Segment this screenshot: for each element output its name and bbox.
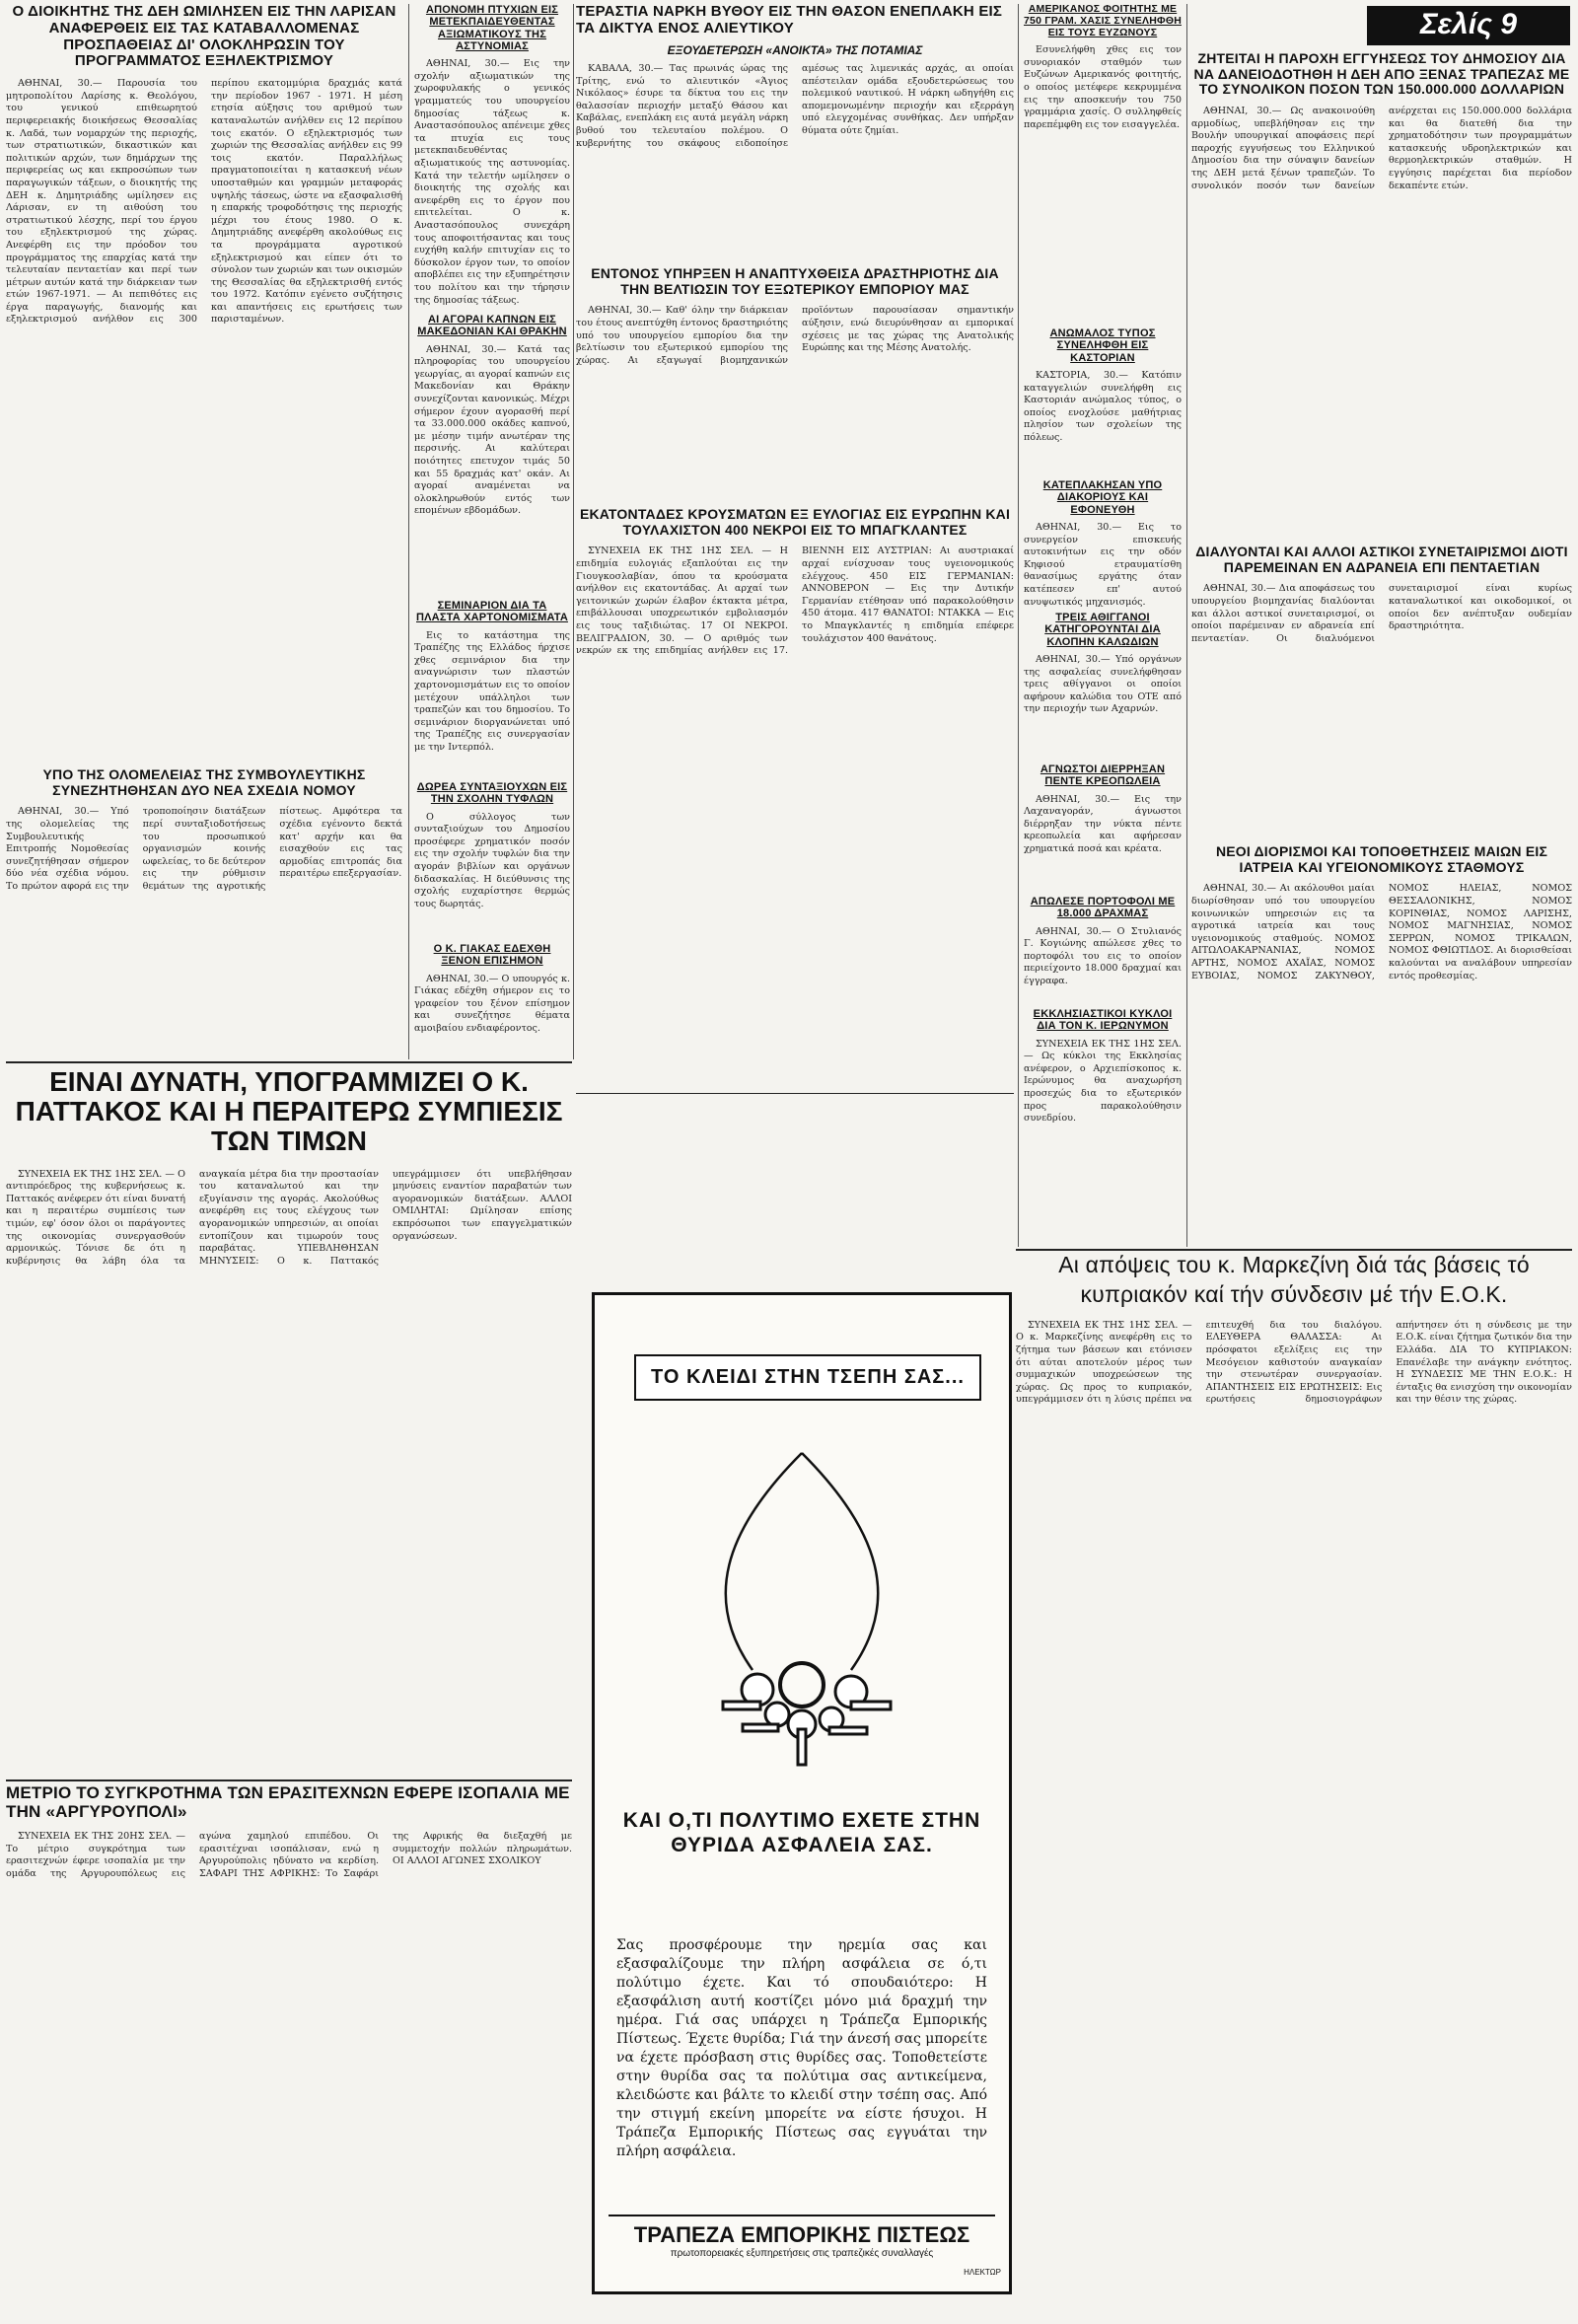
section-rule xyxy=(1016,1249,1572,1251)
article-counterfeit-seminar xyxy=(414,600,570,777)
article-headline: ΜΕΤΡΙΟ ΤΟ ΣΥΓΚΡΟΤΗΜΑ ΤΩΝ ΕΡΑΣΙΤΕΧΝΩΝ ΕΦΕΡΕ ΙΣΟΠΑΛΙΑ ΜΕ ΤΗΝ «ΑΡΓΥΡΟΥΠΟΛΙ» xyxy=(6,1783,570,1822)
article-external-trade xyxy=(576,266,1014,503)
article-subheadline: ΕΞΟΥΔΕΤΕΡΩΣΗ «ΑΝΟΙΚΤΑ» ΤΗΣ ΠΟΤΑΜΙΑΣ xyxy=(667,42,923,57)
article-headline: ΣΕΜΙΝΑΡΙΟΝ ΔΙΑ ΤΑ ΠΛΑΣΤΑ ΧΑΡΤΟΝΟΜΙΣΜΑΤΑ xyxy=(416,600,568,624)
article-giakas xyxy=(414,943,570,1057)
article-butcher-shops xyxy=(1024,763,1182,892)
article-workshop-accident xyxy=(1024,479,1182,608)
article-body: ΣΥΝΕΧΕΙΑ ΕΚ ΤΗΣ 1ΗΣ ΣΕΛ. — Ο αντιπρόεδρος της κυβερνήσεως κ. Παττακός ανέφερεν ότι είναι δυνατή και η περαιτέρω συμπίεσις των τιμών, εφ' όσον όλοι οι παράγοντες της οικονομίας συνεργασθούν αρμονικώς. Τόνισε δε ότι η κυβέρνησις θα λάβη όλα τα αναγκαία μέτρα δια την προστασίαν του καταναλωτού και την εξυγίανσιν της αγοράς. Ακολούθως ανεφέρθη εις τους ελέγχους των αγορανομικών υπηρεσιών, αι οποίαι εντοπίζουν και τιμωρούν τους παραβάτας. ΥΠΕΒΛΗΘΗΣΑΝ ΜΗΝΥΣΕΙΣ: Ο κ. Παττακός υπεγράμμισεν ότι υπεβλήθησαν μηνύσεις εναντίον παραβατών των αγορανομικών διατάξεων. ΑΛΛΟΙ ΟΜΙΛΗΤΑΙ: Ωμίλησαν επίσης εκπρόσωποι των επαγγελματικών οργανώσεων. xyxy=(6,1168,572,1267)
advert-bank-subtitle: πρωτοπορειακές εξυπηρετήσεις στις τραπεζικές συναλλαγές xyxy=(670,2248,934,2259)
article-body: Ο σύλλογος των συνταξιούχων του Δημοσίου προσέφερε χρηματικόν ποσόν εις την σχολήν τυφλών δια την αγοράν βιβλίων και οργάνων διδασκαλίας. Η διεύθυνσις της σχολής ευχαρίστησε θερμώς τους δωρητάς. xyxy=(414,811,570,909)
article-pattakos-prices xyxy=(6,1067,572,1778)
article-body: ΣΥΝΕΧΕΙΑ ΕΚ ΤΗΣ 1ΗΣ ΣΕΛ. — Ο κ. Μαρκεζίνης ανεφέρθη εις το ζήτημα των βάσεων και ετόνισεν ότι αύται αποτελούν μέρος των συμμαχικών υποχρεώσεων της χώρας. Ως προς το κυπριακόν, υπεγράμμισεν ότι η λύσις πρέπει να επιτευχθή δια του διαλόγου. ΕΛΕΥΘΕΡΑ ΘΑΛΑΣΣΑ: Αι πρόσφατοι εξελίξεις εις την Μεσόγειον καθιστούν αναγκαίαν την στενωτέραν συνεργασίαν. ΑΠΑΝΤΗΣΕΙΣ ΕΙΣ ΕΡΩΤΗΣΕΙΣ: Εις ερωτήσεις δημοσιογράφων απήντησεν ότι η σύνδεσις με την Ε.Ο.Κ. είναι ζήτημα ζωτικόν δια την Ελλάδα. ΔΙΑ ΤΟ ΚΥΠΡΙΑΚΟΝ: Επανέλαβε την ανάγκην ενότητος. Η ΣΥΝΔΕΣΙΣ ΜΕ ΤΗΝ Ε.Ο.Κ.: Η ένταξις θα ενισχύση την οικονομίαν και την θέσιν της χώρας. xyxy=(1016,1319,1572,1406)
article-body: ΑΘΗΝΑΙ, 30.— Εις το συνεργείον επισκευής αυτοκινήτων εις την οδόν Κηφισού ετραυματίσθη θανασίμως εργάτης όταν κατέπεσεν επ' αυτού ανυψωτικός μηχανισμός. xyxy=(1024,521,1182,608)
advert-credit: ΗΛΕΚΤΩΡ xyxy=(964,2268,1001,2277)
article-markezinis xyxy=(1016,1251,1572,2316)
article-body: ΑΘΗΝΑΙ, 30.— Ο υπουργός κ. Γιάκας εδέχθη σήμερον εις το γραφείον του ξένον επίσημον και συνεζήτησε θέματα αμοιβαίου ενδιαφέροντος. xyxy=(414,973,570,1034)
article-body: ΣΥΝΕΧΕΙΑ ΕΚ ΤΗΣ 1ΗΣ ΣΕΛ. — Ως κύκλοι της Εκκλησίας ανέφερον, ο Αρχιεπίσκοπος κ. Ιερώνυμος θα αναχωρήση προσεχώς δια το εξωτερικόν προς παρακολούθησιν συνεδρίου. xyxy=(1024,1038,1182,1125)
bank-advertisement xyxy=(592,1292,1012,2294)
article-lost-wallet xyxy=(1024,896,1182,1004)
column-rule xyxy=(1186,4,1187,1247)
article-headline: Ο Κ. ΓΙΑΚΑΣ ΕΔΕΧΘΗ ΞΕΝΟΝ ΕΠΙΣΗΜΟΝ xyxy=(433,943,551,968)
article-body: Εις το κατάστημα της Τραπέζης της Ελλάδος ήρχισε χθες σεμινάριον δια την αναγνώρισιν των πλαστών χαρτονομισμάτων εις το οποίον μετέχουν υπάλληλοι των τραπεζών και του δημοσίου. Το σεμινάριον διοργανώνεται υπό της Τραπέζης εις συνεργασίαν με την Ιντερπόλ. xyxy=(414,629,570,753)
article-headline: ΖΗΤΕΙΤΑΙ Η ΠΑΡΟΧΗ ΕΓΓΥΗΣΕΩΣ ΤΟΥ ΔΗΜΟΣΙΟΥ ΔΙΑ ΝΑ ΔΑΝΕΙΟΔΟΤΗΘΗ Η ΔΕΗ ΑΠΟ ΞΕΝΑΣ ΤΡΑΠΕΖΑΣ ΜΕ ΤΟ ΣΥΝΟΛΙΚΟΝ ΠΟΣΟΝ ΤΩΝ 150.000.000 ΔΟΛΛΑΡΙΩΝ xyxy=(1193,51,1570,98)
section-rule xyxy=(576,1093,1014,1094)
article-body: Εσυνελήφθη χθες εις τον συνοριακόν σταθμόν των Ευζώνων Αμερικανός φοιτητής, ο οποίος μετέφερε κεκρυμμένα εις την αποσκευήν του 750 γραμμάρια χασίς. Ο συλληφθείς παρεπέμφθη εις τον εισαγγελέα. xyxy=(1024,44,1182,130)
article-tobacco-markets xyxy=(414,314,570,596)
article-draft-laws xyxy=(6,767,402,965)
article-american-student-hashish xyxy=(1024,4,1182,324)
article-body: ΑΘΗΝΑΙ, 30.— Ο Στυλιανός Γ. Κογιώνης απώλεσε χθες το πορτοφόλι του εις το οποίον περιείχοντο 18.000 δραχμαί και έγγραφα. xyxy=(1024,925,1182,986)
article-headline: ΑΙ ΑΓΟΡΑΙ ΚΑΠΝΩΝ ΕΙΣ ΜΑΚΕΔΟΝΙΑΝ ΚΑΙ ΘΡΑΚΗΝ xyxy=(417,314,567,338)
article-body: ΑΘΗΝΑΙ, 30.— Υπό οργάνων της ασφαλείας συνελήφθησαν τρεις αθίγγανοι οι οποίοι αφήρουν καλώδια του ΟΤΕ από την περιοχήν των Αχαρνών. xyxy=(1024,653,1182,715)
advert-body: Σας προσφέρουμε την ηρεμία σας και εξασφαλίζουμε την πλήρη ασφάλεια σε ό,τι πολύτιμο έχετε. Και τό σπουδαιότερο: Η εξασφάλιση αυτή κοστίζει μόνο μιά δραχμή την ημέρα. Γιά σας υπάρχει η Τράπεζα Εμπορικής Πίστεως. Έχετε θυρίδα; Γιά την άνεσή σας μπορείτε να έχετε πρόσβαση στις θυρίδες σας. Τοποθετείστε στην θυρίδα σας τα πολύτιμα σας αντικείμενα, κλειδώστε και βάλτε το κλειδί στην τσέπη σας. Από την στιγμή εκείνη μπορείτε να είστε ήσυχοι. Η Τράπεζα Εμπορικής Πίστεως σας εγγυάται την πλήρη ασφάλεια. xyxy=(616,1937,987,2159)
article-sea-mine-thasos xyxy=(576,4,1014,262)
article-body: ΑΘΗΝΑΙ, 30.— Εις την σχολήν αξιωματικών της χωροφυλακής ο γενικός γραμματεύς του υπουργείου δημοσίας τάξεως κ. Αναστασόπουλος απένειμε χθες τα πτυχία εις τους μετεκπαιδευθέντας αξιωματικούς της αστυνομίας. Κατά την τελετήν ωμίλησεν ο διοικητής της σχολής και ανεφέρθη εις το έργον που επιτελείται. Ο κ. Αναστασόπουλος συνεχάρη τους αποφοιτήσαντας και τους ευχήθη καλήν επιτυχίαν εις το δύσκολον έργον των, το οποίον αποβλέπει εις την εξυπηρέτησιν του πολίτου και την τήρησιν της δημοσίας τάξεως. xyxy=(414,58,570,306)
article-body: ΑΘΗΝΑΙ, 30.— Εις την Λαχαναγοράν, άγνωστοι διέρρηξαν την νύκτα πέντε κρεοπωλεία και αφήρεσαν χρηματικά ποσά και κρέατα. xyxy=(1024,793,1182,854)
article-headline: ΕΝΤΟΝΟΣ ΥΠΗΡΞΕΝ Η ΑΝΑΠΤΥΧΘΕΙΣΑ ΔΡΑΣΤΗΡΙΟΤΗΣ ΔΙΑ ΤΗΝ ΒΕΛΤΙΩΣΙΝ ΤΟΥ ΕΞΩΤΕΡΙΚΟΥ ΕΜΠΟΡΙΟΥ ΜΑΣ xyxy=(591,266,999,297)
article-headline: ΑΠΟΝΟΜΗ ΠΤΥΧΙΩΝ ΕΙΣ ΜΕΤΕΚΠΑΙΔΕΥΘΕΝΤΑΣ ΑΞΙΩΜΑΤΙΚΟΥΣ ΤΗΣ ΑΣΤΥΝΟΜΙΑΣ xyxy=(425,4,559,52)
article-headline: ΤΕΡΑΣΤΙΑ ΝΑΡΚΗ ΒΥΘΟΥ ΕΙΣ ΤΗΝ ΘΑΣΟΝ ΕΝΕΠΛΑΚΗ ΕΙΣ ΤΑ ΔΙΚΤΥΑ ΕΝΟΣ ΑΛΙΕΥΤΙΚΟΥ xyxy=(576,4,1003,36)
article-amateur-football xyxy=(6,1783,572,2316)
article-headline: ΝΕΟΙ ΔΙΟΡΙΣΜΟΙ ΚΑΙ ΤΟΠΟΘΕΤΗΣΕΙΣ ΜΑΙΩΝ ΕΙΣ ΙΑΤΡΕΙΑ ΚΑΙ ΥΓΕΙΟΝΟΜΙΚΟΥΣ ΣΤΑΘΜΟΥΣ xyxy=(1215,844,1548,875)
article-cooperatives-dissolved xyxy=(1191,545,1572,840)
article-headline: ΑΝΩΜΑΛΟΣ ΤΥΠΟΣ ΣΥΝΕΛΗΦΘΗ ΕΙΣ ΚΑΣΤΟΡΙΑΝ xyxy=(1049,327,1156,364)
article-cable-theft xyxy=(1024,612,1182,760)
article-headline: ΔΙΑΛΥΟΝΤΑΙ ΚΑΙ ΑΛΛΟΙ ΑΣΤΙΚΟΙ ΣΥΝΕΤΑΙΡΙΣΜΟΙ ΔΙΟΤΙ ΠΑΡΕΜΕΙΝΑΝ ΕΝ ΑΔΡΑΝΕΙΑ ΕΠΙ ΠΕΝΤΑΕΤΙΑΝ xyxy=(1195,545,1568,575)
article-dei-loan-guarantee xyxy=(1191,51,1572,541)
article-body: ΑΘΗΝΑΙ, 30.— Καθ' όλην την διάρκειαν του έτους ανεπτύχθη έντονος δραστηριότης υπό του υπουργείου εμπορίου δια την βελτίωσιν του εξωτερικού εμπορίου της χώρας. Αι εξαγωγαί βιομηχανικών προϊόντων παρουσίασαν σημαντικήν αύξησιν, ενώ διευρύνθησαν αι εμπορικαί σχέσεις με τας χώρας της Ανατολικής Ευρώπης και της Μέσης Ανατολής. xyxy=(576,305,1014,366)
article-headline: ΕΚΚΛΗΣΙΑΣΤΙΚΟΙ ΚΥΚΛΟΙ ΔΙΑ ΤΟΝ Κ. ΙΕΡΩΝΥΜΟΝ xyxy=(1033,1008,1173,1033)
article-headline: ΕΚΑΤΟΝΤΑΔΕΣ ΚΡΟΥΣΜΑΤΩΝ ΕΞ ΕΥΛΟΓΙΑΣ ΕΙΣ ΕΥΡΩΠΗΝ ΚΑΙ ΤΟΥΛΑΧΙΣΤΟΝ 400 ΝΕΚΡΟΙ ΕΙΣ ΤΟ ΜΠΑΓΚΛΑΝΤΕΣ xyxy=(579,507,1011,538)
column-rule xyxy=(408,4,409,1059)
column-rule xyxy=(573,4,574,1059)
article-headline: ΤΡΕΙΣ ΑΘΙΓΓΑΝΟΙ ΚΑΤΗΓΟΡΟΥΝΤΑΙ ΔΙΑ ΚΛΟΠΗΝ ΚΑΛΩΔΙΩΝ xyxy=(1044,612,1161,648)
article-ieronymos xyxy=(1024,1008,1182,1156)
article-smallpox-europe xyxy=(576,507,1014,1091)
article-body: ΣΥΝΕΧΕΙΑ ΕΚ ΤΗΣ 20ΗΣ ΣΕΛ. — Το μέτριο συγκρότημα των ερασιτεχνών έφερε ισοπαλία με την ομάδα της Αργυρουπόλεως εις αγώνα χαμηλού επιπέδου. Οι ερασιτέχναι ισοπάλισαν, ενώ η Αργυρούπολις ηδύνατο να κερδίση. ΣΑΦΑΡΙ ΤΗΣ ΑΦΡΙΚΗΣ: Το Σαφάρι της Αφρικής θα διεξαχθή με συμμετοχήν πολλών πληρωμάτων. ΟΙ ΑΛΛΟΙ ΑΓΩΝΕΣ ΣΧΟΛΙΚΟΥ xyxy=(6,1831,572,1879)
article-body: ΑΘΗΝΑΙ, 30.— Ως ανακοινούθη αρμοδίως, υπεβλήθησαν εις την Βουλήν υπουργικαί αποφάσεις περί παροχής εγγυήσεως του Ελληνικού Δημοσίου δια την σύναψιν δανείων της ΔΕΗ μετά ξένων τραπεζών. Το συνολικόν ποσόν των δανείων ανέρχεται εις 150.000.000 δολλάρια και θα διατεθή δια την χρηματοδότησιν των προγραμμάτων κατασκευής υδροηλεκτρικών και θερμοηλεκτρικών σταθμών. Η εγγύησις παρέχεται δια περίοδον δεκαπέντε ετών. xyxy=(1191,106,1572,191)
article-body: ΣΥΝΕΧΕΙΑ ΕΚ ΤΗΣ 1ΗΣ ΣΕΛ. — Η επιδημία ευλογιάς εξαπλούται εις την Γιουγκοσλαβίαν, όπου τα κρούσματα ανήλθον εις εκατοντάδας. Αι αρχαί των γειτονικών χωρών έλαβον έκτακτα μέτρα, επιβάλλουσαι υποχρεωτικόν εμβολιασμόν εις τους ταξιδιώτας. 17 ΟΙ ΝΕΚΡΟΙ. ΒΕΛΙΓΡΑΔΙΟΝ, 30. — Ο αριθμός των νεκρών εκ της επιδημίας ανήλθεν εις 17. ΒΙΕΝΝΗ ΕΙΣ ΑΥΣΤΡΙΑΝ: Αι αυστριακαί αρχαί ενίσχυσαν τους υγειονομικούς ελέγχους. 450 ΕΙΣ ΓΕΡΜΑΝΙΑΝ: ΑΝΝΟΒΕΡΟΝ — Εις την Δυτικήν Γερμανίαν ετέθησαν υπό παρακολούθησιν 450 άτομα. 417 ΘΑΝΑΤΟΙ: ΝΤΑΚΚΑ — Εις το Μπαγκλαντές η επιδημία επέφερε τουλάχιστον 400 θανάτους. xyxy=(576,545,1014,657)
section-rule xyxy=(6,1061,572,1063)
article-body: ΑΘΗΝΑΙ, 30.— Υπό της ολομελείας της Συμβουλευτικής Επιτροπής Νομοθεσίας συνεζητήθησαν σήμερον δύο νέα σχέδια νόμου. Το πρώτον αφορά εις την τροποποίησιν διατάξεων περί συνταξιοδοτήσεως του προσωπικού οργανισμών κοινής ωφελείας, το δε δεύτερον εις την ρύθμισιν θεμάτων της αγροτικής πίστεως. Αμφότερα τα σχέδια εγένοντο δεκτά κατ' αρχήν και θα εισαχθούν εις τας αρμοδίας επιτροπάς δια περαιτέρω επεξεργασίαν. xyxy=(6,806,402,892)
article-headline: ΚΑΤΕΠΛΑΚΗΣΑΝ ΥΠΟ ΔΙΑΚΟΡΙΟΥΣ ΚΑΙ ΕΦΟΝΕΥΘΗ xyxy=(1042,479,1163,516)
article-blind-school-donation xyxy=(414,781,570,939)
article-headline: ΑΠΩΛΕΣΕ ΠΟΡΤΟΦΟΛΙ ΜΕ 18.000 ΔΡΑΧΜΑΣ xyxy=(1030,896,1176,920)
advert-bank-name: ΤΡΑΠΕΖΑ ΕΜΠΟΡΙΚΗΣ ΠΙΣΤΕΩΣ xyxy=(609,2215,995,2248)
advert-headline: ΤΟ ΚΛΕΙΔΙ ΣΤΗΝ ΤΣΕΠΗ ΣΑΣ... xyxy=(634,1354,981,1401)
article-body: ΑΘΗΝΑΙ, 30.— Παρουσία του μητροπολίτου Λαρίσης κ. Θεολόγου, του γενικού επιθεωρητού περιφερειακής διοικήσεως Θεσσαλίας κ. Λαδά, των νομαρχών της περιοχής, των στρατιωτικών, δικαστικών και πολιτικών αρχών, των δημάρχων της περιφερείας ως και εκπροσώπων των παραγωγικών τάξεων, ο διοικητής της ΔΕΗ κ. Δημητριάδης ωμίλησεν εις Λάρισαν, εν τη αιθούση του στρατιωτικού λέσχης, περί του έργου του εξηλεκτρισμού της χώρας. Ανεφέρθη εις την πρόοδον του προγράμματος της επαρχίας κατά την τελευταίαν πενταετίαν και περί των μέτρων αυτών κατά την διάρκειαν των ετών 1967-1971. — Αι πεπιθότες εις έργα παραγωγής, διανομής και εξηλεκτρισμού ανήλθον εις 300 περίπου εκατομμύρια δραχμάς κατά την περίοδον 1967 - 1971. Η μέση ετησία αύξησις του αριθμού των καταναλωτών ανήλθεν εις 12 περίπου τοις εκατόν. Ο εξηλεκτρισμός των χωριών της Θεσσαλίας ανήλθεν εις 99 τοις εκατόν. Παραλλήλως πραγματοποιείται η κατασκευή νέων υποσταθμών και γραμμών μεταφοράς υψηλής τάσεως, ώστε να εξασφαλισθή η επαρκής τροφοδότησις της περιοχής μέχρι του έτους 1980. Ο κ. Δημητριάδης ανεφέρθη ακολούθως εις τα προγράμματα αγροτικού εξηλεκτρισμού και είπεν ότι το σύνολον των χωριών και των οικισμών της Θεσσαλίας θα εξηλεκτρισθή εντός του 1972. Κατόπιν εγένετο συζήτησις και απαντήσεις εις ερωτήσεις των παρισταμένων. xyxy=(6,78,402,326)
article-kastoria xyxy=(1024,327,1182,475)
article-body: ΑΘΗΝΑΙ, 30.— Δια αποφάσεως του υπουργείου βιομηχανίας διαλύονται και άλλοι αστικοί συνεταιρισμοί, οι οποίοι παρέμειναν εν αδρανεία επί πενταετίαν. Οι διαλυόμενοι συνεταιρισμοί είναι κυρίως καταναλωτικοί και οικοδομικοί, οι οποίοι δεν ανέπτυξαν ουδεμίαν δραστηριότητα. xyxy=(1191,583,1572,644)
article-dei-larisa xyxy=(6,4,402,763)
article-headline: Ο ΔΙΟΙΚΗΤΗΣ ΤΗΣ ΔΕΗ ΩΜΙΛΗΣΕΝ ΕΙΣ ΤΗΝ ΛΑΡΙΣΑΝ ΑΝΑΦΕΡΘΕΙΣ ΕΙΣ ΤΑΣ ΚΑΤΑΒΑΛΛΟΜΕΝΑΣ ΠΡΟΣΠΑΘΕΙΑΣ ΔΙ' ΟΛΟΚΛΗΡΩΣΙΝ ΤΟΥ ΠΡΟΓΡΑΜΜΑΤΟΣ ΕΞΗΛΕΚΤΡΙΣΜΟΥ xyxy=(12,4,396,70)
article-headline: ΑΜΕΡΙΚΑΝΟΣ ΦΟΙΤΗΤΗΣ ΜΕ 750 ΓΡΑΜ. ΧΑΣΙΣ ΣΥΝΕΛΗΦΘΗ ΕΙΣ ΤΟΥΣ ΕΥΖΩΝΟΥΣ xyxy=(1024,4,1182,38)
article-body: ΚΑΣΤΟΡΙΑ, 30.— Κατόπιν καταγγελιών συνελήφθη εις Καστοριάν ανώμαλος τύπος, ο οποίος ενοχλούσε μαθήτριας πλησίον των σχολείων της πόλεως. xyxy=(1024,369,1182,443)
article-police-diplomas xyxy=(414,4,570,310)
page-number-masthead: Σελίς 9 xyxy=(1367,6,1570,45)
article-headline: Αι απόψεις του κ. Μαρκεζίνη διά τάς βάσεις τό κυπριακόν καί τήν σύνδεσιν μέ τήν Ε.Ο.Κ. xyxy=(1058,1252,1530,1307)
keys-illustration xyxy=(664,1443,940,1769)
article-body: ΚΑΒΑΛΑ, 30.— Τας πρωινάς ώρας της Τρίτης, ενώ το αλιευτικόν «Άγιος Νικόλαος» έσυρε τα δίκτυα του εις την θαλασσίαν περιοχήν μεταξύ Θάσου και Καβάλας, ενεπλάκη εις αυτά μεγάλη νάρκη βυθού του τελευταίου πολέμου. Ο κυβερνήτης του σκάφους ειδοποίησε αμέσως τας λιμενικάς αρχάς, αι οποίαι απέστειλαν ομάδα εξουδετερώσεως του πολεμικού ναυτικού. Η νάρκη ωδηγήθη εις απομεμονωμένην περιοχήν και εξερράγη υπό ελεγχομένας συνθήκας. Δεν υπήρξαν θύματα ούτε ζημίαι. xyxy=(576,62,1014,149)
column-rule xyxy=(1018,4,1019,1247)
advert-tagline: ΚΑΙ Ο,ΤΙ ΠΟΛΥΤΙΜΟ ΕΧΕΤΕ ΣΤΗΝ ΘΥΡΙΔΑ ΑΣΦΑΛΕΙΑ ΣΑΣ. xyxy=(622,1809,981,1857)
article-headline: ΕΙΝΑΙ ΔΥΝΑΤΗ, ΥΠΟΓΡΑΜΜΙΖΕΙ Ο Κ. ΠΑΤΤΑΚΟΣ ΚΑΙ Η ΠΕΡΑΙΤΕΡΩ ΣΥΜΠΙΕΣΙΣ ΤΩΝ ΤΙΜΩΝ xyxy=(15,1067,563,1157)
article-body: ΑΘΗΝΑΙ, 30.— Κατά τας πληροφορίας του υπουργείου γεωργίας, αι αγοραί καπνών εις Μακεδονίαν και Θράκην συνεχίζονται κανονικώς. Μέχρι σήμερον έχουν αγορασθή περί τα 33.000.000 οκάδες καπνού, με μέσην τιμήν ανωτέραν της περσινής. Αι καλύτεραι ποιότητες επετυχον τιμάς 50 και 55 δραχμάς κατ' οκάν. Αι αγοραί αναμένεται να ολοκληρωθούν εντός των επομένων εβδομάδων. xyxy=(414,343,570,517)
article-midwives-appointments xyxy=(1191,844,1572,1247)
article-headline: ΥΠΟ ΤΗΣ ΟΛΟΜΕΛΕΙΑΣ ΤΗΣ ΣΥΜΒΟΥΛΕΥΤΙΚΗΣ ΣΥΝΕΖΗΤΗΘΗΣΑΝ ΔΥΟ ΝΕΑ ΣΧΕΔΙΑ ΝΟΜΟΥ xyxy=(42,767,366,798)
article-body: ΑΘΗΝΑΙ, 30.— Αι ακόλουθοι μαίαι διωρίσθησαν υπό του υπουργείου κοινωνικών υπηρεσιών εις τα αγροτικά ιατρεία και τους υγειονομικούς σταθμούς. ΝΟΜΟΣ ΑΙΤΩΛΟΑΚΑΡΝΑΝΙΑΣ, ΝΟΜΟΣ ΑΡΤΗΣ, ΝΟΜΟΣ ΑΧΑΪΑΣ, ΝΟΜΟΣ ΕΥΒΟΙΑΣ, ΝΟΜΟΣ ΖΑΚΥΝΘΟΥ, ΝΟΜΟΣ ΗΛΕΙΑΣ, ΝΟΜΟΣ ΘΕΣΣΑΛΟΝΙΚΗΣ, ΝΟΜΟΣ ΚΟΡΙΝΘΙΑΣ, ΝΟΜΟΣ ΛΑΡΙΣΗΣ, ΝΟΜΟΣ ΜΑΓΝΗΣΙΑΣ, ΝΟΜΟΣ ΣΕΡΡΩΝ, ΝΟΜΟΣ ΤΡΙΚΑΛΩΝ, ΝΟΜΟΣ ΦΘΙΩΤΙΔΟΣ. Αι διορισθείσαι καλούνται να αναλάβουν υπηρεσίαν εντός προθεσμίας. xyxy=(1191,883,1572,981)
article-headline: ΔΩΡΕΑ ΣΥΝΤΑΞΙΟΥΧΩΝ ΕΙΣ ΤΗΝ ΣΧΟΛΗΝ ΤΥΦΛΩΝ xyxy=(416,781,568,806)
section-rule xyxy=(6,1779,572,1781)
article-headline: ΑΓΝΩΣΤΟΙ ΔΙΕΡΡΗΞΑΝ ΠΕΝΤΕ ΚΡΕΟΠΩΛΕΙΑ xyxy=(1040,763,1166,788)
